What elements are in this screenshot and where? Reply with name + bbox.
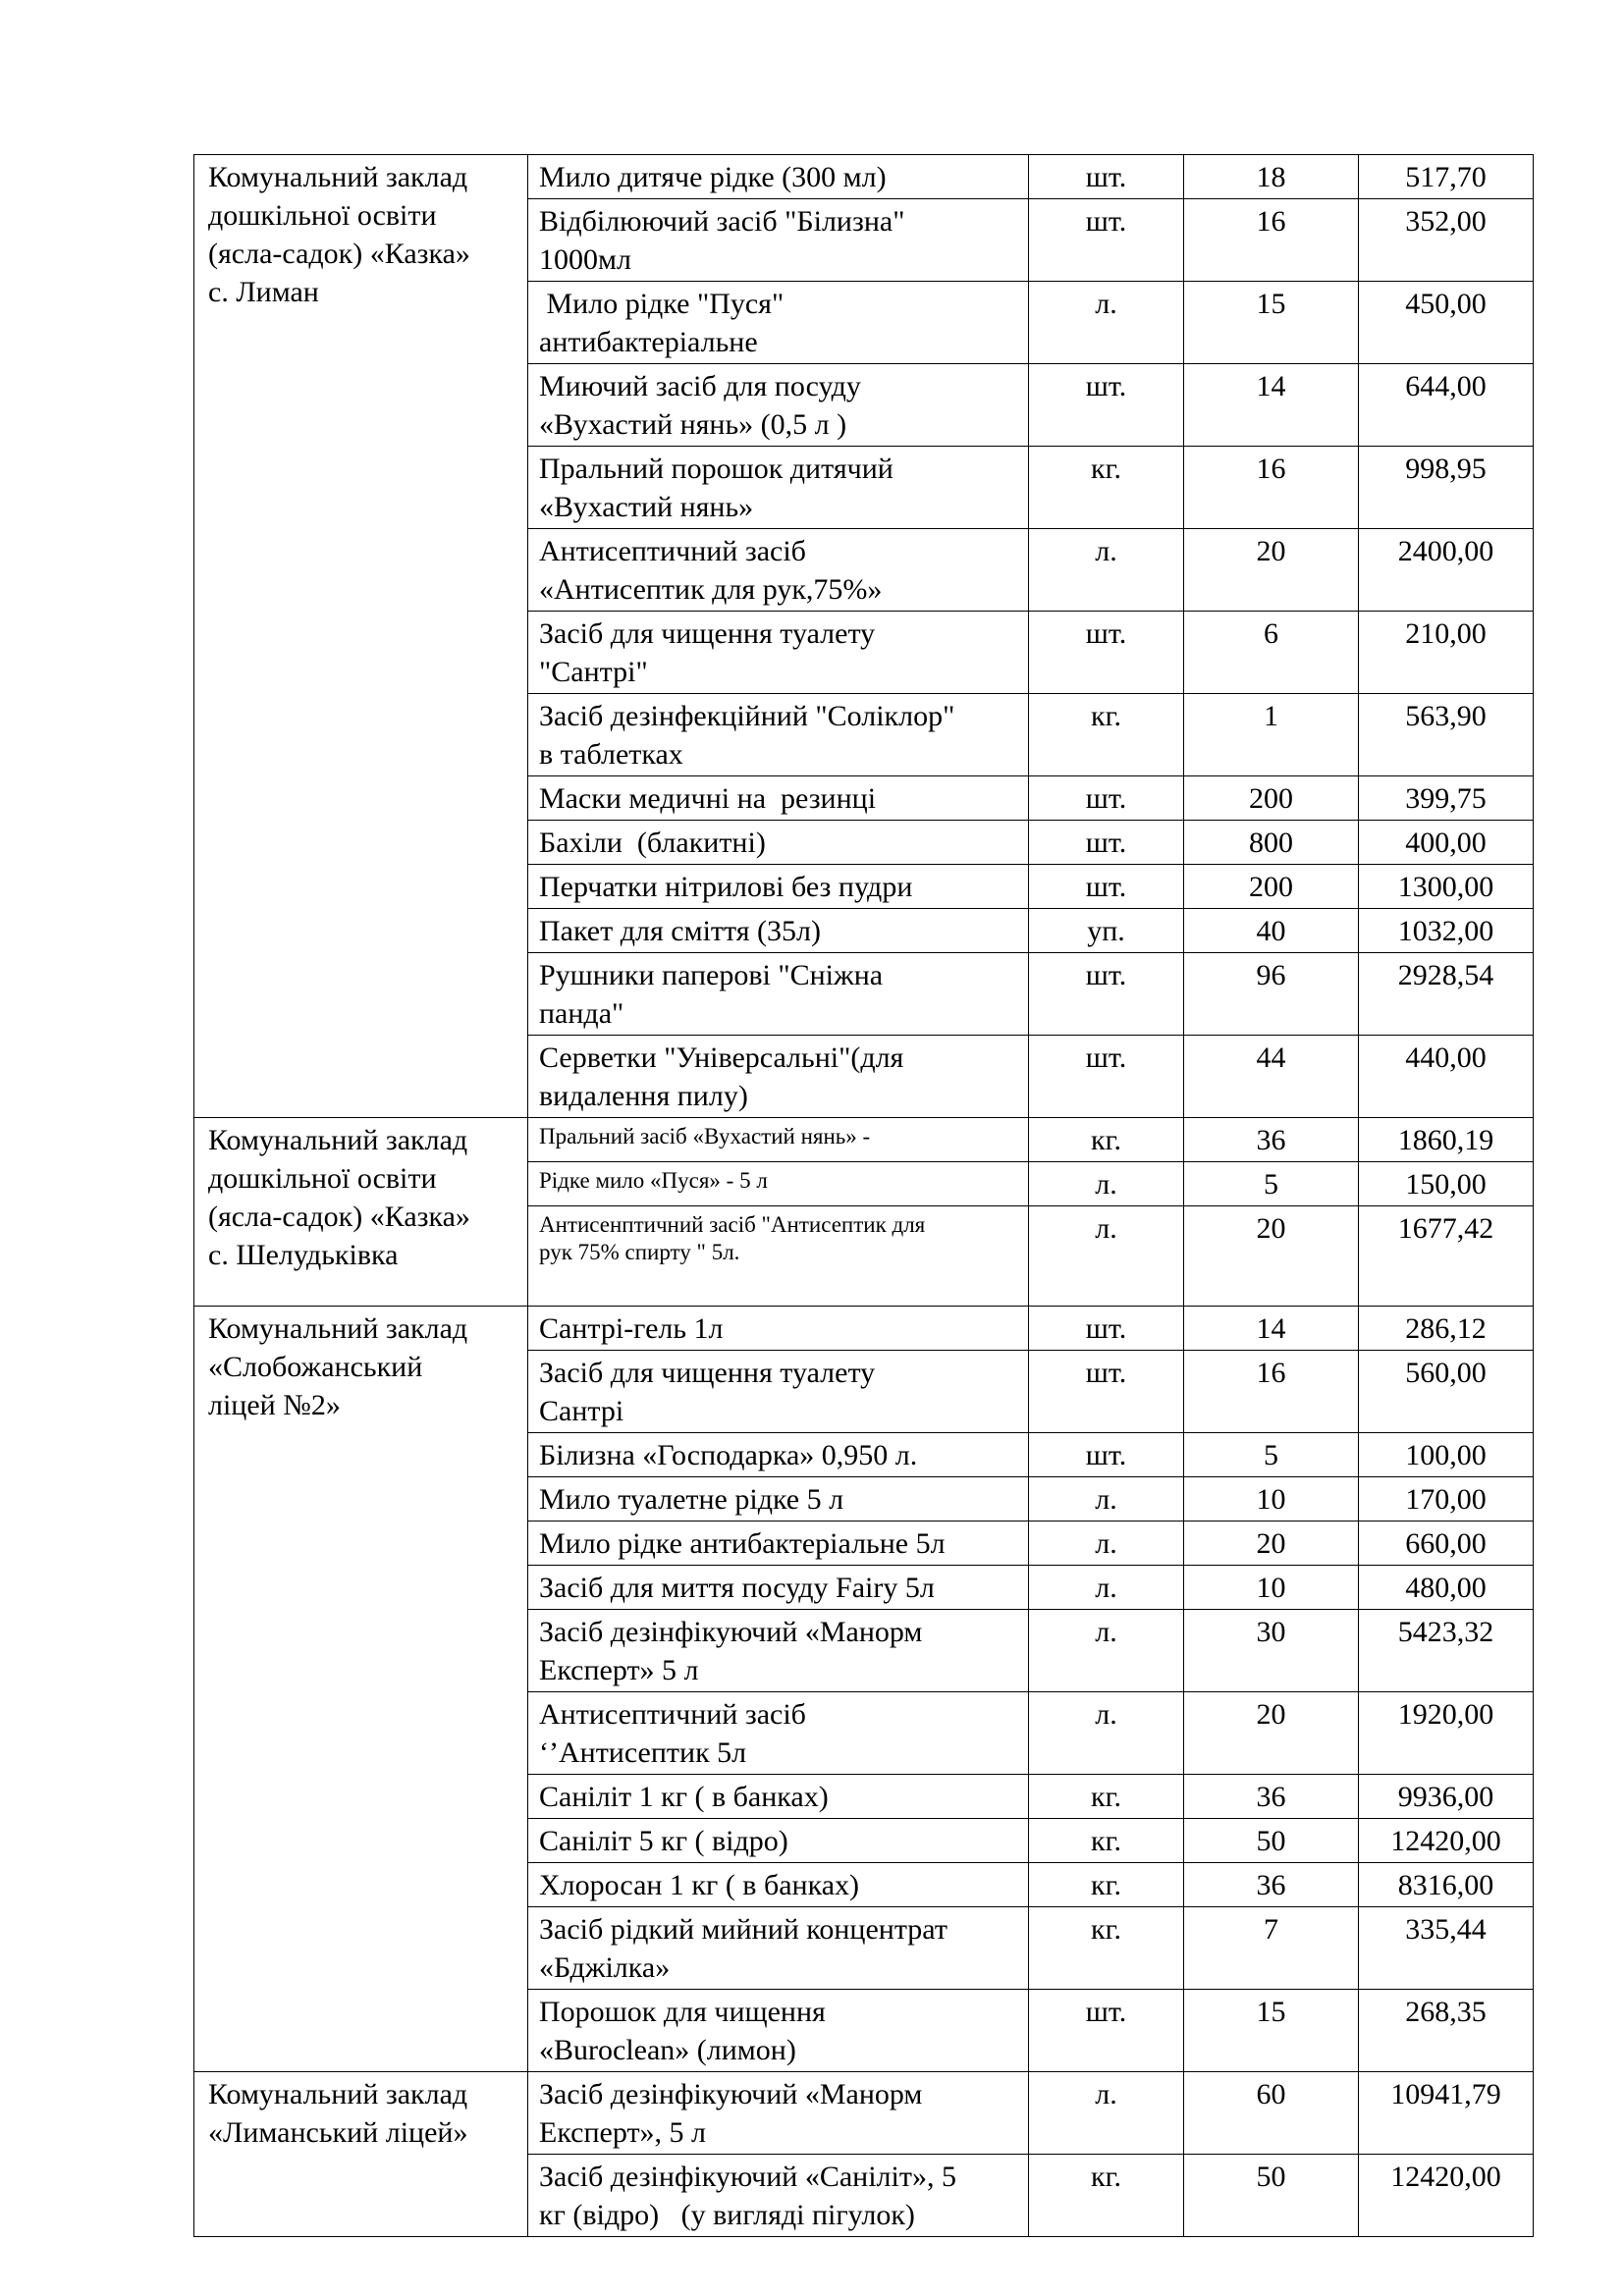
item-name-cell [528,1433,1029,1477]
item-name-cell [528,364,1029,447]
item-name-line: Засіб рідкий мийний концентрат [539,1913,947,1946]
quantity-cell: 50 [1184,1819,1359,1863]
quantity-cell: 800 [1184,821,1359,865]
item-name-line: Засіб дезінфекційний "Соліклор" [539,700,955,732]
item-name-cell [528,155,1029,199]
institution-name-line: (ясла-садок) «Казка» [208,1201,470,1233]
item-name-line: Відбілюючий засіб "Білизна" [539,205,905,238]
table-body [194,155,1534,2237]
amount-cell: 660,00 [1359,1522,1534,1566]
item-name-line: 1000мл [539,243,631,276]
amount-cell: 2928,54 [1359,953,1534,1036]
item-name-line: Експерт», 5 л [539,2116,707,2149]
quantity-cell: 50 [1184,2155,1359,2237]
unit-cell: л. [1029,1610,1184,1692]
item-name-line: Рідке мило «Пуся» - 5 л [539,1168,768,1193]
quantity-cell: 20 [1184,1206,1359,1307]
item-name-line: Серветки "Універсальні"(для [539,1041,904,1074]
amount-cell: 335,44 [1359,1907,1534,1990]
amount-cell: 8316,00 [1359,1863,1534,1907]
amount-cell: 12420,00 [1359,1819,1534,1863]
item-name-cell [528,529,1029,612]
unit-cell: л. [1029,1522,1184,1566]
item-name-line: Миючий засіб для посуду [539,370,861,402]
institution-name-line: Комунальний заклад [208,2078,468,2110]
item-name-cell [528,1907,1029,1990]
item-name-cell [528,1863,1029,1907]
institution-cell [194,2072,528,2237]
unit-cell: кг. [1029,1118,1184,1162]
item-name-line: Маски медичні на резинці [539,782,877,815]
quantity-cell: 20 [1184,1522,1359,1566]
item-name-line: Засіб для миття посуду Fairy 5л [539,1572,935,1604]
institution-name-line: Комунальний заклад [208,161,468,193]
item-name-cell [528,909,1029,953]
item-name-cell [528,1819,1029,1863]
item-name-line: «Вухастий нянь» (0,5 л ) [539,408,847,441]
item-name-line: Мило дитяче рідке (300 мл) [539,161,887,193]
item-name-line: антибактеріальне [539,326,758,358]
amount-cell: 998,95 [1359,447,1534,529]
unit-cell: л. [1029,1566,1184,1610]
quantity-cell: 14 [1184,1307,1359,1351]
item-name-cell [528,1477,1029,1522]
amount-cell: 644,00 [1359,364,1534,447]
item-name-cell [528,776,1029,821]
unit-cell: шт. [1029,199,1184,282]
unit-cell: кг. [1029,2155,1184,2237]
unit-cell: шт. [1029,953,1184,1036]
item-name-line: Засіб для чищення туалету [539,1357,876,1389]
item-name-cell [528,1307,1029,1351]
quantity-cell: 16 [1184,199,1359,282]
item-name-cell [528,1990,1029,2072]
institution-cell [194,1307,528,2072]
amount-cell: 1920,00 [1359,1692,1534,1775]
item-name-cell [528,1610,1029,1692]
item-name-cell [528,2155,1029,2237]
quantity-cell: 16 [1184,1351,1359,1433]
amount-cell: 286,12 [1359,1307,1534,1351]
amount-cell: 1860,19 [1359,1118,1534,1162]
item-name-cell [528,1775,1029,1819]
amount-cell: 1032,00 [1359,909,1534,953]
institution-cell [194,1118,528,1307]
quantity-cell: 36 [1184,1118,1359,1162]
amount-cell: 440,00 [1359,1036,1534,1118]
item-name-line: "Сантрі" [539,656,648,688]
quantity-cell: 36 [1184,1863,1359,1907]
amount-cell: 352,00 [1359,199,1534,282]
procurement-table [193,154,1534,2237]
unit-cell: шт. [1029,364,1184,447]
item-name-cell [528,1036,1029,1118]
item-name-line: Експерт» 5 л [539,1654,699,1686]
unit-cell: шт. [1029,776,1184,821]
quantity-cell: 10 [1184,1566,1359,1610]
institution-name-line: «Лиманський ліцей» [208,2116,468,2149]
unit-cell: кг. [1029,694,1184,776]
quantity-cell: 30 [1184,1610,1359,1692]
institution-name-line: Комунальний заклад [208,1124,468,1156]
item-name-line: Засіб дезінфікуючий «Манорм [539,2078,923,2110]
unit-cell: шт. [1029,1036,1184,1118]
quantity-cell: 200 [1184,776,1359,821]
institution-name-line: дошкільної освіти [208,1162,437,1195]
amount-cell: 12420,00 [1359,2155,1534,2237]
item-name-cell [528,1566,1029,1610]
unit-cell: шт. [1029,1351,1184,1433]
item-name-line: «Buroclean» (лимон) [539,2034,796,2066]
table-row [194,155,1534,199]
item-name-line: Рушники паперові "Сніжна [539,959,884,991]
item-name-line: Засіб дезінфікуючий «Саніліт», 5 [539,2161,956,2193]
institution-name-line: с. Шелудьківка [208,1239,399,1271]
item-name-line: Мило рідке антибактеріальне 5л [539,1527,946,1560]
institution-name-line: ліцей №2» [208,1389,341,1421]
item-name-line: Білизна «Господарка» 0,950 л. [539,1439,918,1471]
amount-cell: 517,70 [1359,155,1534,199]
unit-cell: шт. [1029,1433,1184,1477]
quantity-cell: 40 [1184,909,1359,953]
quantity-cell: 44 [1184,1036,1359,1118]
item-name-line: Саніліт 1 кг ( в банках) [539,1781,829,1813]
amount-cell: 480,00 [1359,1566,1534,1610]
item-name-line: Антисептичний засіб [539,535,806,567]
item-name-line: Пакет для сміття (35л) [539,915,821,947]
amount-cell: 268,35 [1359,1990,1534,2072]
amount-cell: 560,00 [1359,1351,1534,1433]
unit-cell: л. [1029,529,1184,612]
amount-cell: 150,00 [1359,1162,1534,1206]
quantity-cell: 20 [1184,529,1359,612]
item-name-line: Саніліт 5 кг ( відро) [539,1825,788,1857]
unit-cell: кг. [1029,1907,1184,1990]
quantity-cell: 1 [1184,694,1359,776]
quantity-cell: 60 [1184,2072,1359,2155]
amount-cell: 1300,00 [1359,865,1534,909]
unit-cell: уп. [1029,909,1184,953]
item-name-line: панда" [539,997,624,1030]
item-name-line: Засіб дезінфікуючий «Манорм [539,1616,923,1648]
item-name-cell [528,612,1029,694]
item-name-line: кг (відро) (у вигляді пігулок) [539,2199,915,2231]
quantity-cell: 96 [1184,953,1359,1036]
item-name-line: «Бджілка» [539,1951,671,1984]
item-name-cell [528,821,1029,865]
unit-cell: л. [1029,1206,1184,1307]
amount-cell: 100,00 [1359,1433,1534,1477]
table-row [194,1307,1534,1351]
table-row [194,1118,1534,1162]
table-row [194,2072,1534,2155]
quantity-cell: 10 [1184,1477,1359,1522]
quantity-cell: 18 [1184,155,1359,199]
item-name-cell [528,1351,1029,1433]
quantity-cell: 5 [1184,1162,1359,1206]
amount-cell: 9936,00 [1359,1775,1534,1819]
item-name-line: Антисептичний засіб [539,1698,806,1731]
item-name-cell [528,1162,1029,1206]
institution-name-line: дошкільної освіти [208,199,437,232]
item-name-line: Антисенптичний засіб "Антисептик для [539,1212,926,1237]
unit-cell: шт. [1029,865,1184,909]
item-name-cell [528,2072,1029,2155]
quantity-cell: 16 [1184,447,1359,529]
item-name-cell [528,1522,1029,1566]
quantity-cell: 36 [1184,1775,1359,1819]
item-name-line: «Вухастий нянь» [539,491,754,523]
quantity-cell: 5 [1184,1433,1359,1477]
amount-cell: 10941,79 [1359,2072,1534,2155]
institution-name-line: Комунальний заклад [208,1312,468,1345]
item-name-cell [528,1692,1029,1775]
item-name-line: Засіб для чищення туалету [539,617,876,650]
unit-cell: л. [1029,1162,1184,1206]
quantity-cell: 14 [1184,364,1359,447]
unit-cell: л. [1029,1477,1184,1522]
amount-cell: 2400,00 [1359,529,1534,612]
item-name-line: «Антисептик для рук,75%» [539,573,883,606]
item-name-cell [528,447,1029,529]
institution-cell [194,155,528,1118]
unit-cell: л. [1029,2072,1184,2155]
item-name-line: рук 75% спирту " 5л. [539,1240,740,1264]
item-name-line: Мило рідке "Пуся" [539,288,785,320]
item-name-line: Мило туалетне рідке 5 л [539,1483,844,1516]
quantity-cell: 15 [1184,1990,1359,2072]
item-name-cell [528,199,1029,282]
item-name-cell [528,865,1029,909]
amount-cell: 399,75 [1359,776,1534,821]
item-name-line: Перчатки нітрилові без пудри [539,871,913,903]
item-name-line: Бахіли (блакитні) [539,827,766,859]
unit-cell: л. [1029,282,1184,364]
unit-cell: шт. [1029,155,1184,199]
unit-cell: кг. [1029,447,1184,529]
item-name-line: ‘’Антисептик 5л [539,1736,747,1769]
quantity-cell: 200 [1184,865,1359,909]
item-name-line: в таблетках [539,738,683,771]
item-name-cell [528,282,1029,364]
item-name-line: Пральний порошок дитячий [539,453,893,485]
quantity-cell: 6 [1184,612,1359,694]
quantity-cell: 15 [1184,282,1359,364]
amount-cell: 563,90 [1359,694,1534,776]
quantity-cell: 20 [1184,1692,1359,1775]
item-name-line: видалення пилу) [539,1080,748,1112]
unit-cell: шт. [1029,612,1184,694]
unit-cell: шт. [1029,1307,1184,1351]
amount-cell: 400,00 [1359,821,1534,865]
item-name-line: Хлоросан 1 кг ( в банках) [539,1869,860,1901]
institution-name-line: с. Лиман [208,276,319,308]
item-name-cell [528,1118,1029,1162]
unit-cell: кг. [1029,1863,1184,1907]
institution-name-line: «Слобожанський [208,1351,423,1383]
unit-cell: л. [1029,1692,1184,1775]
item-name-line: Сантрі-гель 1л [539,1312,724,1345]
item-name-line: Пральний засіб «Вухастий нянь» - [539,1124,871,1148]
item-name-line: Сантрі [539,1395,624,1427]
amount-cell: 170,00 [1359,1477,1534,1522]
amount-cell: 5423,32 [1359,1610,1534,1692]
institution-name-line: (ясла-садок) «Казка» [208,238,470,270]
item-name-cell [528,694,1029,776]
amount-cell: 1677,42 [1359,1206,1534,1307]
item-name-line: Порошок для чищення [539,1996,826,2028]
item-name-cell [528,953,1029,1036]
item-name-cell [528,1206,1029,1307]
unit-cell: кг. [1029,1819,1184,1863]
unit-cell: шт. [1029,821,1184,865]
unit-cell: шт. [1029,1990,1184,2072]
amount-cell: 210,00 [1359,612,1534,694]
unit-cell: кг. [1029,1775,1184,1819]
quantity-cell: 7 [1184,1907,1359,1990]
amount-cell: 450,00 [1359,282,1534,364]
